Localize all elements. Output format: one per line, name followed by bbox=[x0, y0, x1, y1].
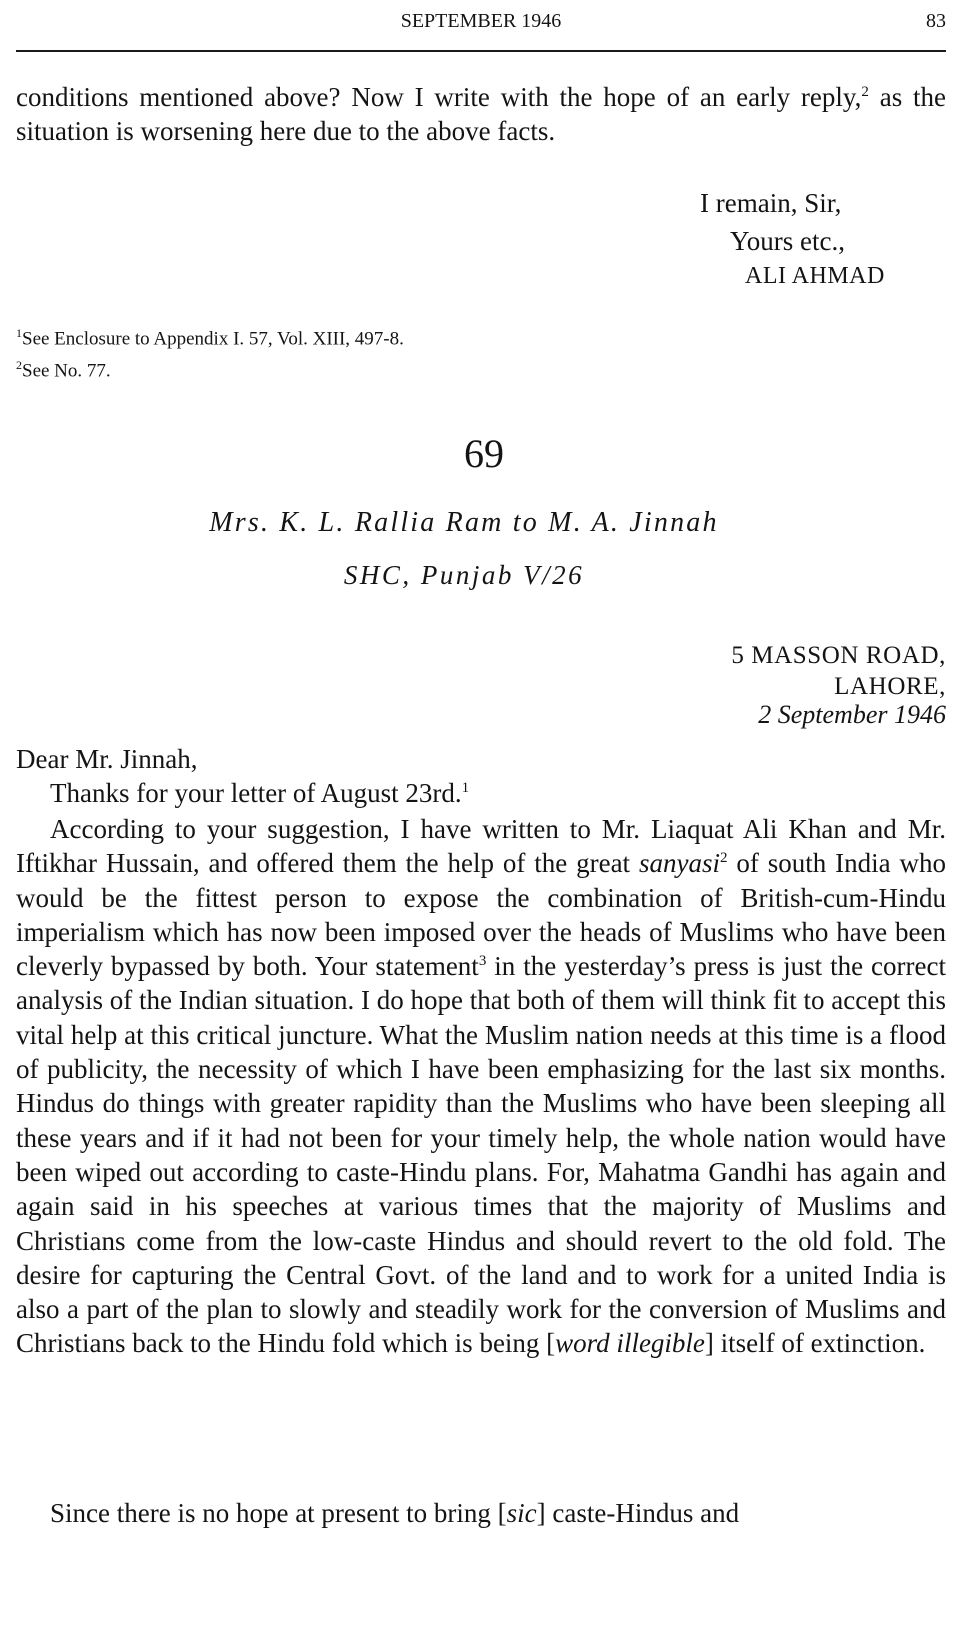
previous-letter-text-end: as the situation is worsening here due to the above facts. bbox=[16, 82, 947, 147]
paragraph-text: in the yesterday’s press is just the correct analysis of the Indian situation. I do hope that both of them will think fit to accept this vital help at this critical juncture. What the Muslim nation needs at this time is a flood of publicity, the necessity of which I have been emphasizing for the last six months. Hindus do things with greater rapidity than the Muslims who have been sleeping all these years and if it had not been for your timely help, the whole nation would have been wiped out according to caste-Hindu plans. For, Mahatma Gandhi has again and again said in his speeches at various times that the majority of Muslims and Christians come from the low-caste Hindus and should revert to the old fold. The desire for capturing the Central Govt. of the land and to work for a united India is also a part of the plan to slowly and steadily work for the conversion of Muslims and Christians back to the Hindu fold which is being [ bbox=[16, 951, 946, 1359]
page-number: 83 bbox=[926, 10, 946, 32]
signer-name: ALI AHMAD bbox=[745, 263, 885, 289]
paragraph-text: Thanks for your letter of August 23rd. bbox=[50, 778, 462, 808]
footnote-ref-2: 2 bbox=[719, 850, 728, 867]
document-number: 69 bbox=[464, 431, 504, 476]
paragraph-text: Since there is no hope at present to bring [ bbox=[50, 1498, 507, 1528]
paragraph-text: of south India who would be the fittest person to expose the combination of British-cum-Hindu imperialism which has now been imposed over the heads of Muslims who have been cleverly bypassed by both. Your statement bbox=[16, 848, 946, 982]
footnote-ref-1: 1 bbox=[461, 780, 470, 796]
closing-line: I remain, Sir, bbox=[700, 188, 842, 218]
document-title: Mrs. K. L. Rallia Ram to M. A. Jinnah bbox=[209, 507, 719, 538]
footnote bbox=[16, 320, 404, 352]
footnotes bbox=[16, 320, 404, 385]
footnote bbox=[16, 352, 404, 384]
paragraph-text: According to your suggestion, I have written to Mr. Liaquat Ali Khan and Mr. Iftikhar Hussain, and offered them the help of the great bbox=[16, 814, 946, 879]
editorial-note: sic bbox=[506, 1498, 537, 1528]
valediction: Yours etc., bbox=[730, 226, 846, 256]
header-title: SEPTEMBER 1946 bbox=[400, 10, 562, 32]
letter-date: 2 September 1946 bbox=[758, 700, 946, 729]
footnote-text: See Enclosure to Appendix I. 57, Vol. XIII, 497-8. bbox=[22, 328, 404, 350]
footnote-text: See No. 77. bbox=[22, 360, 111, 382]
previous-letter-paragraph bbox=[16, 80, 946, 149]
running-header bbox=[16, 6, 946, 36]
footnote-mark: 2 bbox=[16, 358, 22, 373]
document-reference: SHC, Punjab V/26 bbox=[343, 560, 585, 590]
italic-term: sanyasi bbox=[638, 848, 720, 879]
address-line-1: 5 MASSON ROAD, bbox=[731, 642, 946, 669]
paragraph-text: ] caste-Hindus and bbox=[536, 1498, 740, 1528]
salutation: Dear Mr. Jinnah, bbox=[16, 744, 198, 774]
letter-paragraph-3 bbox=[16, 1496, 946, 1530]
previous-letter-text-start: conditions mentioned above? Now I write with the hope of an early reply, bbox=[16, 82, 862, 112]
editorial-note: word illegible bbox=[555, 1328, 705, 1359]
letter-paragraph-1 bbox=[16, 776, 946, 810]
footnote-mark: 1 bbox=[16, 326, 22, 340]
paragraph-text: ] itself of extinction. bbox=[704, 1328, 926, 1359]
address-line-2: LAHORE, bbox=[834, 673, 946, 700]
header-rule bbox=[16, 50, 946, 52]
footnote-ref-2: 2 bbox=[861, 84, 869, 100]
footnote-ref-3: 3 bbox=[478, 953, 487, 970]
letter-paragraph-2 bbox=[16, 812, 946, 1361]
